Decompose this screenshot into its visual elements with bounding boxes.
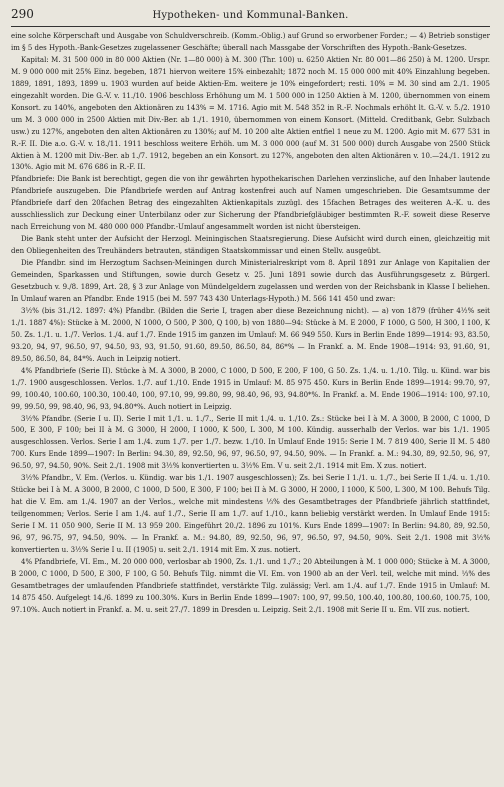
paragraph-purpose-end: eine solche Körperschaft und Ausgabe von Schuldverschreib. (Komm.-Oblig.) auf Grund so erworbener Forder.; — 4) Betrieb sonstiger im § 5 des Hypoth.-Bank-Gesetzes zugelassener Geschäfte; überall nach Massgabe der Vorschriften des Hypoth.-Bank-Gesetzes.	[11, 32, 490, 52]
header-rule	[11, 26, 490, 27]
paragraph-kapital: Kapital: M. 31 500 000 in 80 000 Aktien (Nr. 1—80 000) à M. 300 (Thr. 100) u. 6250 Aktien Nr. 80 001—86 250) à M. 1200. Urspr. M. 9 000 000 mit 25% Einz. begeben, 1871 hiervon weitere 15% einbezahlt; 1872 noch M. 15 000 000 mit 40% Einzahlung begeben. 1889, 1891, 1893, 1899 u. 1903 wurden auf beide Aktien-Em. weitere je 10% eingefordert; resti. 10% = M. 30 sind am 2./1. 1905 eingezahlt worden. Die G.-V. v. 11./10. 1906 beschloss Erhöhung um M. 1 500 000 in 1250 Aktien à M. 1200, übernommen von einem Konsort. zu 140%, angeboten den Aktionären zu 143% = M. 1716. Agio mit M. 548 352 in R.-F. Nochmals erhöht lt. G.-V. v. 5./2. 1910 um M. 3 000 000 in 2500 Aktien mit Div.-Ber. ab 1./1. 1910, übernommen von einem Konsort. (Mitteld. Creditbank, Gebr. Sulzbach usw.) zu 127%, angeboten den alten Aktionären zu 130%; auf M. 10 200 alte Aktien entfiel 1 neue zu M. 1200. Agio mit M. 677 531 in R.-F. II. Die a.o. G.-V. v. 18./11. 1911 beschloss weitere Erhöh. um M. 3 000 000 (auf M. 31 500 000) durch Ausgabe von 2500 Stück Aktien à M. 1200 mit Div.-Ber. ab 1./7. 1912, begeben an ein Konsort. zu 127%, angeboten den alten Aktionären v. 10.—24./1. 1912 zu 130%. Agio mit M. 676 686 in R.-F. II.	[11, 55, 490, 172]
paragraph-em-vi: 4% Pfandbriefe, VI. Em., M. 20 000 000, verlosbar ab 1900, Zs. 1./1. und 1./7.; 20 Abteilungen à M. 1 000 000; Stücke à M. A 3000, B 2000, C 1000, D 500, E 300, F 100, G 50. Behufs Tilg. nimmt die VI. Em. von 1900 ab an der Verl. teil, welche mit mind. ⅓% des Gesamtbetrages der umlaufenden Pfandbriefe stattfindet, verstärkte Tilg. zulässig; Verl. am 1./4. auf 1./7. Ende 1915 in Umlauf: M. 14 875 450. Aufgelegt 14./6. 1899 zu 100.30%. Kurs in Berlin Ende 1899—1907: 100, 97, 99.50, 100.40, 100.80, 100.60, 100.75, 100, 97.10%. Auch notiert in Frankf. a. M. u. seit 27./7. 1899 in Dresden u. Leipzig. Seit 2./1. 1908 mit Serie II u. Em. VII zus. notiert.	[11, 557, 490, 614]
paragraph-zulassung: Die Pfandbr. sind im Herzogtum Sachsen-Meiningen durch Ministerialreskript vom 8. April 1891 zur Anlage von Kapitalien der Gemeinden, Sparkassen und Stiftungen, sowie durch Gesetz v. 25. Juni 1891 sowie durch das Ausführungsgesetz z. Bürgerl. Gesetzbuch v. 9./8. 1899, Art. 28, § 3 zur Anlage von Mündelgeldern zugelassen und werden von der Reichsbank in Klasse I beliehen. In Umlauf waren an Pfandbr. Ende 1915 (bei M. 597 743 430 Unterlags-Hypoth.) M. 566 141 450 und zwar:	[11, 259, 490, 303]
page-number: 290	[11, 7, 34, 21]
paragraph-35-serie-1-2: 3½% Pfandbr. (Serie I u. II). Serie I mit 1./1. u. 1./7., Serie II mit 1./4. u. 1./10. Zs.: Stücke bei I à M. A 3000, B 2000, C 1000, D 500, E 300, F 100; bei II à M. G 3000, H 2000, I 1000, K 500, L 300, M 100. Kündig. ausserhalb der Verlos. war bis 1./1. 1905 ausgeschlossen. Verlos. Serie I am 1./4. zum 1./7. per 1./7. bezw. 1./10. In Umlauf Ende 1915: Serie I M. 7 819 400, Serie II M. 5 480 700. Kurs Ende 1899—1907: In Berlin: 94.30, 89, 92.50, 96, 97, 96.50, 97, 94.50, 90%. — In Frankf. a. M.: 94.30, 89, 92.50, 96, 97, 96.50, 97, 94.50, 90%. Seit 2./1. 1908 mit 3½% konvertierten u. 3½% Em. V u. seit 2./1. 1914 mit Em. X zus. notiert.	[11, 414, 490, 471]
paragraph-pfandbriefe: Pfandbriefe: Die Bank ist berechtigt, gegen die von ihr gewährten hypothekarischen Darlehen verzinsliche, auf den Inhaber lautende Pfandbriefe auszugeben. Die Pfandbriefe werden auf Antrag kostenfrei auch auf Namen umgeschrieben. Die Gesamtsumme der Pfandbriefe darf den 20fachen Betrag des eingezahlten Aktienkapitals zuzügl. des 15fachen Betrages des weiteren A.-K. u. des ausschliesslich zur Deckung einer Unterbilanz oder zur Sicherung der Pfandbriefgläubiger bestimmten R.-F. soweit diese Reserve nach Erreichung von M. 480 000 000 Pfandbr.-Umlauf angesammelt worden ist nicht übersteigen.	[11, 175, 490, 232]
paragraph-serie-2: 4% Pfandbriefe (Serie II). Stücke à M. A 3000, B 2000, C 1000, D 500, E 200, F 100, G 50. Zs. 1./4. u. 1./10. Tilg. u. Künd. war bis 1./7. 1900 ausgeschlossen. Verlos. 1./7. auf 1./10. Ende 1915 in Umlauf: M. 85 975 450. Kurs in Berlin Ende 1899—1914: 99.70, 97, 99, 100.40, 100.60, 100.30, 100.40, 100, 97.10, 99, 99.80, 99, 98.40, 96, 93, 94.80*%. In Frankf. a. M. Ende 1906—1914: 100, 97.10, 99, 99.50, 99, 98.40, 96, 93, 94.80*%. Auch notiert in Leipzig.	[11, 366, 490, 411]
text-body	[11, 31, 490, 617]
paragraph-aufsicht: Die Bank steht unter der Aufsicht der Herzogl. Meiningischen Staatsregierung. Diese Aufsicht wird durch einen, gleichzeitig mit den Obliegenheiten des Treuhänders betrauten, ständigen Staatskommissar und einen Stellv. ausgeübt.	[11, 235, 490, 256]
paragraph-em-v: 3½% Pfandbr., V. Em. (Verlos. u. Kündig. war bis 1./1. 1907 ausgeschlossen); Zs. bei Serie I 1./1. u. 1./7., bei Serie II 1./4. u. 1./10. Stücke bei I à M. A 3000, B 2000, C 1000, D 500, E 300, F 100; bei II à M. G 3000, H 2000, I 1000, K 500, L 300, M 100. Behufs Tilg. hat die V. Em. am 1./4. 1907 an der Verlos., welche mit mindestens ⅓% des Gesamtbetrages der Pfandbriefe jährlich stattfindet, teilgenommen; Verlos. Serie I am 1./4. auf 1./7., Serie II am 1./7. auf 1./10., kann beliebig verstärkt werden. In Umlauf Ende 1915: Serie I M. 11 050 900, Serie II M. 13 959 200. Eingeführt 20./2. 1896 zu 101%. Kurs Ende 1899—1907: In Berlin: 94.80, 89, 92.50, 96, 97, 96.75, 97, 94.50, 90%. — In Frankf. a. M.: 94.80, 89, 92.50, 96, 97, 96.50, 97, 94.50, 90%. Seit 2./1. 1908 mit 3½% konvertierten u. 3½% Serie I u. II (1905) u. seit 2./1. 1914 mit Em. X zus. notiert.	[11, 474, 490, 554]
paragraph-serie-1: 3½% (bis 31./12. 1897: 4%) Pfandbr. (Bilden die Serie I, tragen aber diese Bezeichnung nicht). — a) von 1879 (früher 4½% seit 1./1. 1887 4%): Stücke à M. 2000, N 1000, O 500, P 300, Q 100, b) von 1880—94: Stücke à M. E 2000, F 1000, G 500, H 300, I 100, K 50. Zs. 1./1. u. 1./7. Verlos. 1./4. auf 1./7. Ende 1915 im ganzen im Umlauf: M. 66 949 550. Kurs in Berlin Ende 1899—1914: 93, 83.50, 93.20, 94, 97, 96.50, 97, 94.50, 93, 93, 91.50, 91.60, 89.50, 86.50, 84, 86*% — In Frankf. a. M. Ende 1908—1914: 93, 91.60, 91, 89.50, 86.50, 84, 84*%. Auch in Leipzig notiert.	[11, 306, 490, 363]
running-title: Hypotheken- und Kommunal-Banken.	[152, 10, 349, 21]
running-header	[11, 4, 490, 26]
